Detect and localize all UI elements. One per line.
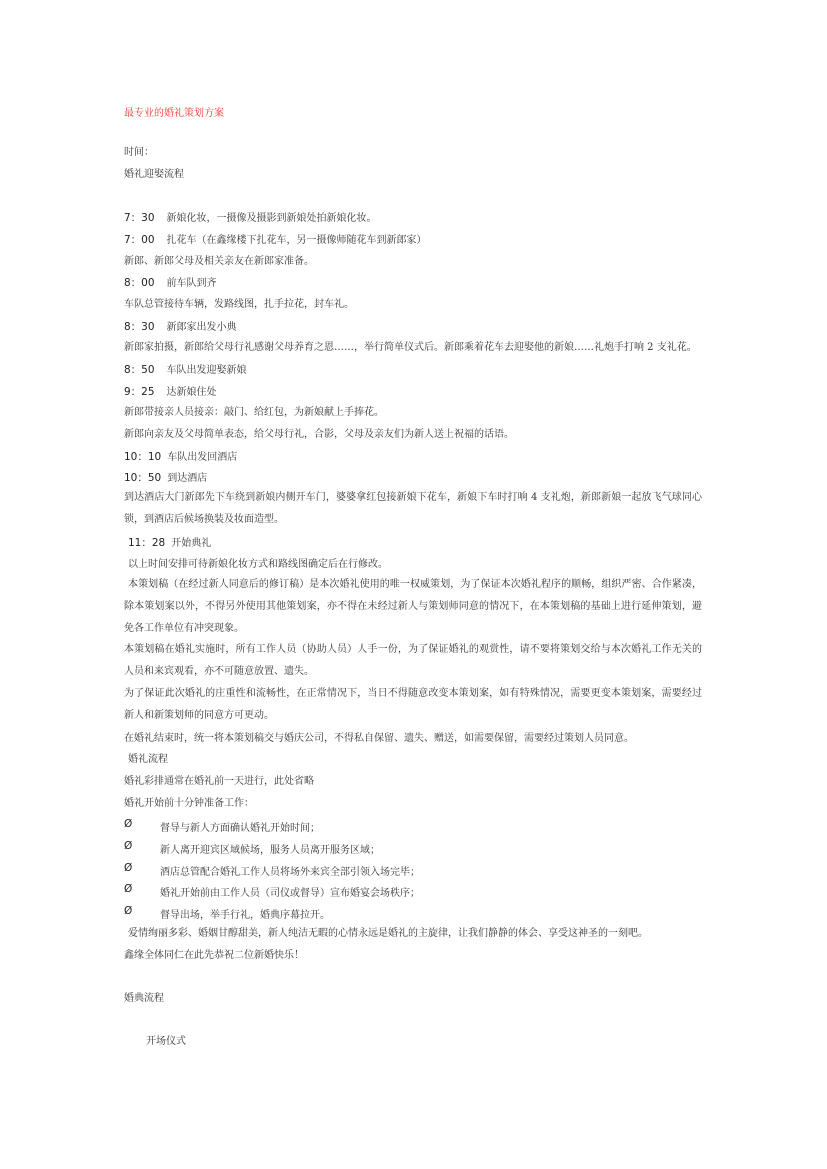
- bullet-icon: Ø: [124, 905, 133, 917]
- schedule-time: 9：25: [124, 386, 155, 398]
- schedule-item: [124, 471, 207, 486]
- schedule-item: [124, 233, 427, 248]
- rehearsal-note: 婚礼彩排通常在婚礼前一天进行，此处省略: [124, 776, 314, 787]
- schedule-time: 8：00: [124, 277, 155, 289]
- schedule-desc: 车队出发迎娶新娘: [166, 365, 247, 376]
- schedule-note: 车队总管接待车辆，发路线图，扎手拉花，封车礼。: [124, 299, 354, 310]
- section-heading-pickup: 婚礼迎娶流程: [124, 169, 184, 180]
- schedule-desc: 到达酒店: [167, 473, 208, 484]
- section-heading-wedding: 婚礼流程: [128, 754, 168, 765]
- prep-label: 婚礼开始前十分钟准备工作：: [124, 798, 254, 809]
- schedule-time: 10：50: [124, 472, 162, 484]
- schedule-note: 新郎带接亲人员接亲：敲门、给红包，为新娘献上手捧花。: [124, 407, 384, 418]
- schedule-desc: 前车队到齐: [166, 278, 217, 289]
- schedule-desc: 达新娘住处: [166, 387, 217, 398]
- schedule-item: [124, 450, 237, 465]
- schedule-note: 新郎家拍摄，新郎给父母行礼感谢父母养育之恩……，举行简单仪式后。新郎乘着花车去迎娶他的新娘……礼炮手打响 2 支礼花。: [124, 342, 697, 353]
- schedule-item: [124, 363, 247, 378]
- time-label: 时间：: [124, 147, 154, 158]
- bullet-icon: Ø: [124, 818, 133, 830]
- schedule-note: 新郎向亲友及父母简单表态，给父母行礼，合影，父母及亲友们为新人送上祝福的话语。: [124, 429, 514, 440]
- schedule-desc: 车队出发回酒店: [167, 452, 238, 463]
- document-title: 最专业的婚礼策划方案: [124, 108, 224, 119]
- schedule-item: [124, 320, 237, 335]
- schedule-desc: 扎花车（在鑫缘楼下扎花车，另一摄像师随花车到新郎家）: [166, 235, 427, 246]
- schedule-item: [124, 276, 217, 291]
- ceremony-start-time: 11：28: [128, 537, 166, 549]
- bullet-item: 督导出场，举手行礼，婚典序幕拉开。: [160, 910, 330, 921]
- end-paragraph: 在婚礼结束时，统一将本策划稿交与婚庆公司，不得私自保留、遗失、赠送，如需要保留，需要经过策划人员同意。: [124, 733, 634, 744]
- policy-paragraph: 本策划稿（在经过新人同意后的修订稿）是本次婚礼使用的唯一权威策划，为了保证本次婚礼程序的顺畅，组织严密、合作紧凑，除本策划案以外，不得另外使用其他策划案，亦不得在未经过新人与策划师同意的情况下，在本策划稿的基础上进行延伸策划，避免各工作单位有冲突现象。: [124, 579, 702, 634]
- ceremony-start-label: 开始典礼: [171, 538, 212, 549]
- section-heading-ceremony: 婚典流程: [124, 993, 164, 1004]
- schedule-time: 8：50: [124, 364, 155, 376]
- schedule-time: 7：30: [124, 212, 155, 224]
- bullet-item: 督导与新人方面确认婚礼开始时间；: [160, 823, 320, 834]
- opening-ceremony: 开场仪式: [146, 1036, 186, 1047]
- schedule-note: 新郎、新郎父母及相关亲友在新郎家准备。: [124, 256, 314, 267]
- schedule-time: 7：00: [124, 234, 155, 246]
- schedule-item: [124, 385, 217, 400]
- love-line: 爱情绚丽多彩、婚姻甘醇甜美，新人纯洁无暇的心情永远是婚礼的主旋律，让我们静静的体会、享受这神圣的一刻吧。: [128, 928, 648, 939]
- ceremony-start: [128, 536, 211, 551]
- blessing-line: 鑫缘全体同仁在此先恭祝二位新婚快乐！: [124, 950, 304, 961]
- schedule-time: 8：30: [124, 321, 155, 333]
- bullet-item: 婚礼开始前由工作人员（司仪或督导）宣布婚宴会场秩序；: [160, 888, 420, 899]
- arrival-paragraph: 到达酒店大门新郎先下车绕到新娘内侧开车门，婆婆拿红包接新娘下花车，新娘下车时打响 4 支礼炮，新郎新娘一起放飞气球同心锁，到酒店后候场换装及妆面造型。: [124, 492, 702, 525]
- schedule-item: [124, 211, 377, 226]
- change-paragraph: 为了保证此次婚礼的庄重性和流畅性，在正常情况下，当日不得随意改变本策划案，如有特殊情况，需要更变本策划案，需要经过新人和新策划师的同意方可更动。: [124, 688, 702, 721]
- bullet-icon: Ø: [124, 883, 133, 895]
- bullet-item: 新人离开迎宾区域候场，服务人员离开服务区域；: [160, 845, 380, 856]
- bullet-item: 酒店总管配合婚礼工作人员将场外来宾全部引领入场完毕；: [160, 867, 420, 878]
- schedule-time: 10：10: [124, 451, 162, 463]
- bullet-icon: Ø: [124, 840, 133, 852]
- staff-paragraph: 本策划稿在婚礼实施时，所有工作人员（协助人员）人手一份，为了保证婚礼的观赏性，请不要将策划交给与本次婚礼工作无关的人员和来宾观看，亦不可随意放置、遗失。: [124, 644, 702, 677]
- schedule-desc: 新娘化妆，一摄像及摄影到新娘处拍新娘化妆。: [166, 213, 377, 224]
- bullet-icon: Ø: [124, 862, 133, 874]
- schedule-desc: 新郎家出发小典: [166, 322, 237, 333]
- time-adjust-note: 以上时间安排可待新娘化妆方式和路线图确定后在行修改。: [128, 559, 388, 570]
